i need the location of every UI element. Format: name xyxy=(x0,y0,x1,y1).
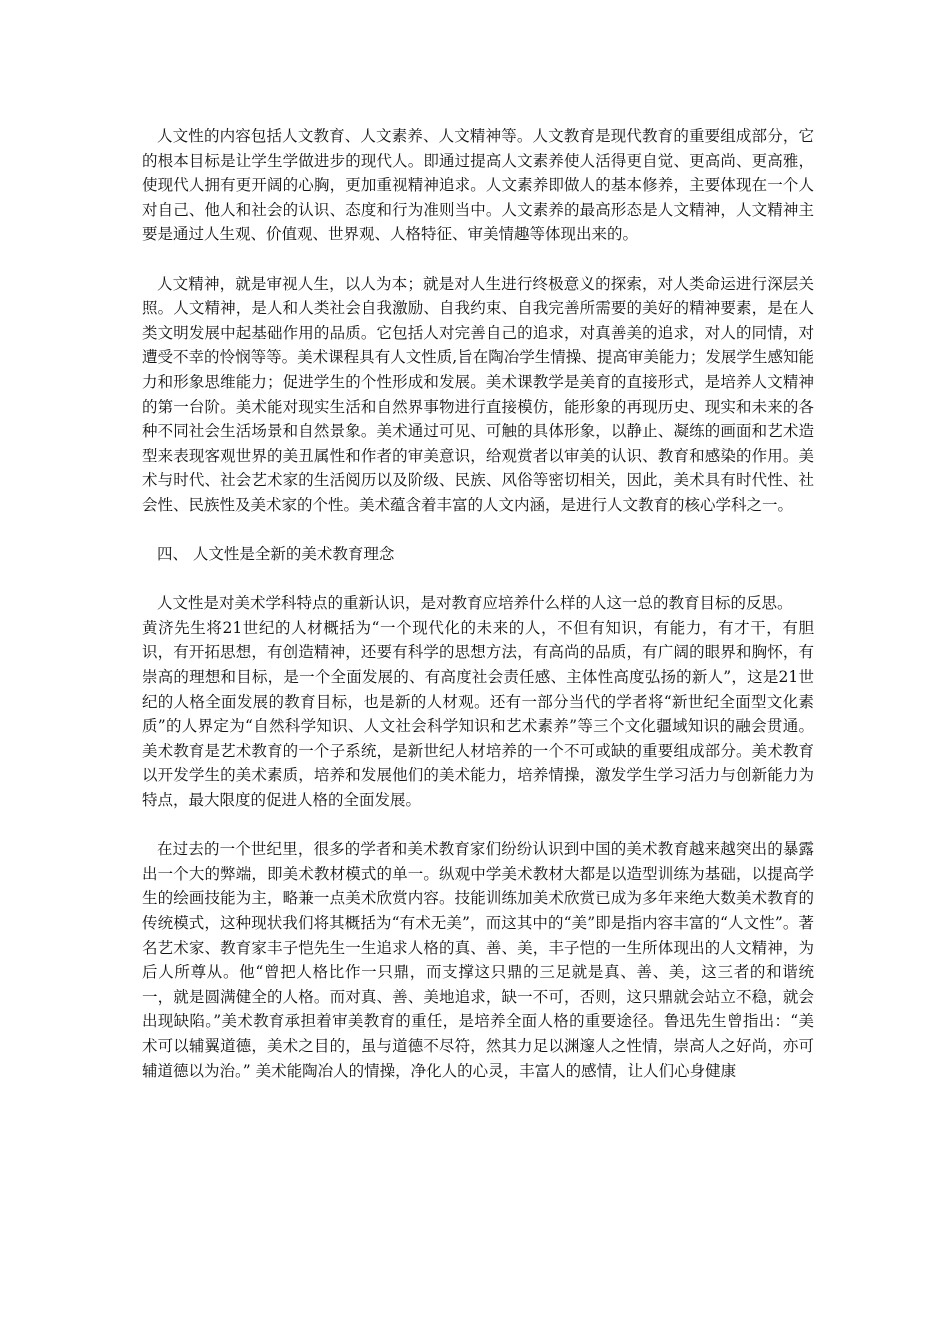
paragraph-past-century: 在过去的一个世纪里，很多的学者和美术教育家们纷纷认识到中国的美术教育越来越突出的暴露出一个大的弊端，即美术教材模式的单一。纵观中学美术教材大都是以造型训练为基础，以提高学生的绘画技能为主，略兼一点美术欣赏内容。技能训练加美术欣赏已成为多年来绝大数美术教育的传统模式，这种现状我们将其概括为“有术无美”，而这其中的“美”即是指内容丰富的“人文性”。著名艺术家、教育家丰子恺先生一生追求人格的真、善、美，丰子恺的一生所体现出的人文精神，为后人所尊从。他“曾把人格比作一只鼎，而支撑这只鼎的三足就是真、善、美，这三者的和谐统一，就是圆满健全的人格。而对真、善、美地追求，缺一不可，否则，这只鼎就会站立不稳，就会出现缺陷。”美术教育承担着审美教育的重任，是培养全面人格的重要途径。鲁迅先生曾指出：“美术可以辅翼道德，美术之目的，虽与道德不尽符，然其力足以渊邃人之性情，崇高人之好尚，亦可辅道德以为治。” 美术能陶冶人的情操，净化人的心灵，丰富人的感情，让人们心身健康 xyxy=(142,840,814,1080)
document-page xyxy=(142,124,814,1083)
paragraph-spacer xyxy=(142,813,814,838)
paragraph-spacer xyxy=(142,247,814,272)
section-heading-four: 四、 人文性是全新的美术教育理念 xyxy=(157,545,395,564)
paragraph-spacer xyxy=(142,518,814,543)
paragraph-reconsideration: 人文性是对美术学科特点的重新认识，是对教育应培养什么样的人这一总的教育目标的反思。 xyxy=(157,594,793,613)
paragraph-spacer xyxy=(142,567,814,592)
paragraph-talent-concept: 黄济先生将21世纪的人材概括为“一个现代化的未来的人，不但有知识，有能力，有才干，有胆识，有开拓思想，有创造精神，还要有科学的思想方法，有高尚的品质，有广阔的眼界和胸怀，有崇高的理想和目标，是一个全面发展的、有高度社会责任感、主体性高度弘扬的新人”，这是21世纪的人格全面发展的教育目标，也是新的人材观。还有一部分当代的学者将“新世纪全面型文化素质”的人界定为“自然科学知识、人文社会科学知识和艺术素养”等三个文化疆域知识的融会贯通。美术教育是艺术教育的一个子系统，是新世纪人材培养的一个不可或缺的重要组成部分。美术教育以开发学生的美术素质，培养和发展他们的美术能力，培养情操，激发学生学习活力与创新能力为特点，最大限度的促进人格的全面发展。 xyxy=(142,618,814,810)
paragraph-humanities-content: 人文性的内容包括人文教育、人文素养、人文精神等。人文教育是现代教育的重要组成部分，它的根本目标是让学生学做进步的现代人。即通过提高人文素养使人活得更自觉、更高尚、更高雅，使现代人拥有更开阔的心胸，更加重视精神追求。人文素养即做人的基本修养，主要体现在一个人对自己、他人和社会的认识、态度和行为准则当中。人文素养的最高形态是人文精神，人文精神主要是通过人生观、价值观、世界观、人格特征、审美情趣等体现出来的。 xyxy=(142,127,814,244)
paragraph-humanistic-spirit: 人文精神，就是审视人生，以人为本；就是对人生进行终极意义的探索，对人类命运进行深层关照。人文精神，是人和人类社会自我激励、自我约束、自我完善所需要的美好的精神要素，是在人类文明发展中起基础作用的品质。它包括人对完善自己的追求，对真善美的追求，对人的同情，对遭受不幸的怜悯等等。美术课程具有人文性质,旨在陶冶学生情操、提高审美能力；发展学生感知能力和形象思维能力；促进学生的个性形成和发展。美术课教学是美育的直接形式，是培养人文精神的第一台阶。美术能对现实生活和自然界事物进行直接模仿，能形象的再现历史、现实和未来的各种不同社会生活场景和自然景象。美术通过可见、可触的具体形象，以静止、凝练的画面和艺术造型来表现客观世界的美丑属性和作者的审美意识，给观赏者以审美的认识、教育和感染的作用。美术与时代、社会艺术家的生活阅历以及阶级、民族、风俗等密切相关，因此，美术具有时代性、社会性、民族性及美术家的个性。美术蕴含着丰富的人文内涵，是进行人文教育的核心学科之一。 xyxy=(142,274,814,514)
